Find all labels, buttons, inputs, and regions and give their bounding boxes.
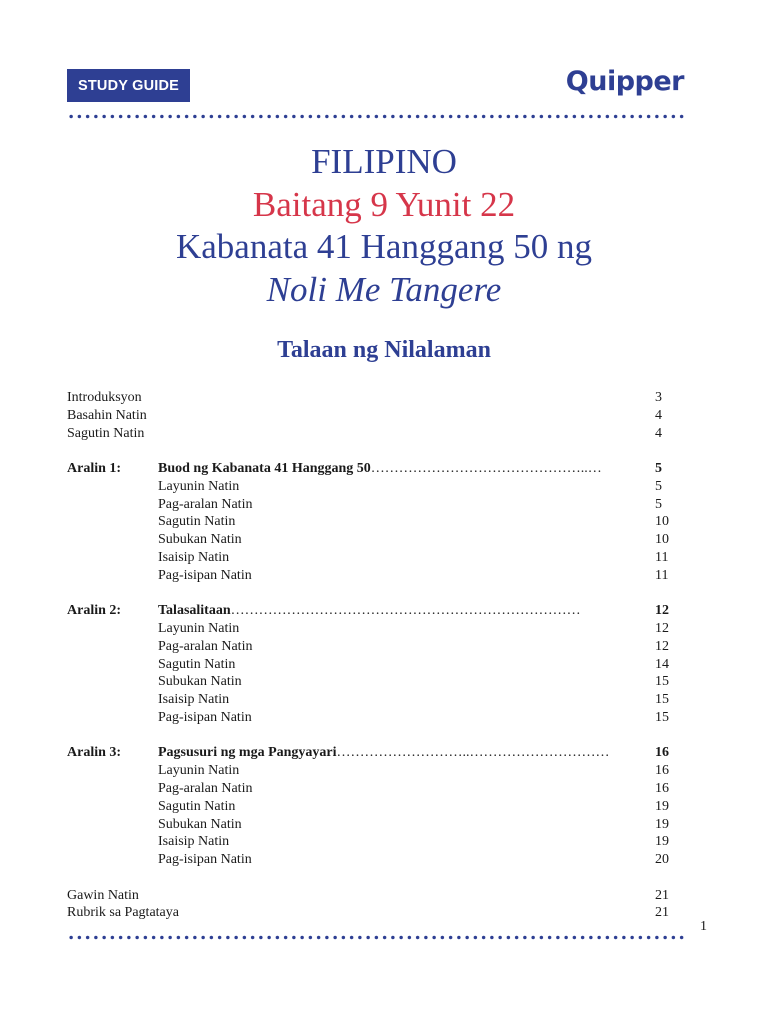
toc-row[interactable] [67,887,707,905]
toc-label: Isaisip Natin [158,549,230,565]
top-dotted-divider [67,114,685,119]
toc-label: Layunin Natin [158,478,240,494]
toc-page: 12 [655,620,669,636]
toc-page: 15 [655,692,669,708]
toc-row[interactable] [67,904,707,922]
toc-row[interactable] [67,762,707,780]
toc-row[interactable] [67,851,707,869]
toc-label: Pag-isipan Natin [158,709,252,725]
toc-row[interactable] [67,567,707,585]
toc-label: Sagutin Natin [158,656,236,672]
toc-page: 19 [655,798,669,814]
toc-row[interactable] [67,407,707,425]
toc-row[interactable] [67,513,707,531]
study-guide-badge: STUDY GUIDE [67,69,190,102]
toc-page: 16 [655,745,669,761]
toc-label: Sagutin Natin [158,514,236,530]
lesson-label: Aralin 1: [67,460,122,476]
page-number: 1 [700,919,707,934]
toc-page: 11 [655,567,669,583]
toc-page: 5 [655,460,662,476]
toc-page: 4 [655,425,662,441]
toc-row[interactable] [67,389,707,407]
toc-label: Subukan Natin [158,532,242,548]
grade-unit-title: Baitang 9 Yunit 22 [252,185,516,224]
toc-page: 21 [655,887,669,903]
lesson-2-heading[interactable] [67,602,707,620]
toc-row[interactable] [67,656,707,674]
toc-heading: Talaan ng Nilalaman [277,337,491,363]
toc-row[interactable] [67,816,707,834]
toc-page: 21 [655,905,669,921]
toc-label: Pag-isipan Natin [158,852,252,868]
toc-page: 20 [655,852,669,868]
toc-label: Isaisip Natin [158,834,230,850]
toc-label: Basahin Natin [67,407,147,423]
toc-label: Pag-aralan Natin [158,638,253,654]
toc-page: 3 [655,390,662,405]
toc-row[interactable] [67,691,707,709]
toc-row[interactable] [67,549,707,567]
lesson-1-heading[interactable] [67,460,707,478]
toc-row[interactable] [67,478,707,496]
toc-page: 10 [655,514,669,530]
table-of-contents [67,389,707,922]
lesson-3-heading[interactable] [67,744,707,762]
toc-label: Subukan Natin [158,674,242,690]
toc-row[interactable] [67,798,707,816]
toc-page: 19 [655,834,669,850]
bottom-dotted-divider [67,935,685,940]
toc-label: Rubrik sa Pagtataya [67,905,179,921]
toc-label: Pag-isipan Natin [158,567,252,583]
quipper-logo: Quipper [565,66,684,97]
toc-page: 11 [655,549,669,565]
toc-page: 15 [655,709,669,725]
toc-page: 14 [655,656,669,672]
toc-page: 15 [655,674,669,690]
toc-page: 19 [655,816,669,832]
toc-row[interactable] [67,673,707,691]
toc-page: 5 [655,478,662,494]
toc-row[interactable] [67,620,707,638]
toc-page: 4 [655,407,662,423]
toc-row[interactable] [67,709,707,727]
toc-row[interactable] [67,496,707,514]
toc-page: 16 [655,780,669,796]
toc-label: Sagutin Natin [67,425,145,441]
toc-page: 12 [655,638,669,654]
subject-title: FILIPINO [311,142,457,181]
toc-label: Pag-aralan Natin [158,780,253,796]
toc-label: Introduksyon [67,390,142,405]
toc-page: 10 [655,532,669,548]
toc-row[interactable] [67,531,707,549]
toc-label: Isaisip Natin [158,692,230,708]
toc-label: Layunin Natin [158,620,240,636]
lesson-title: Pagsusuri ng mga Pangyayari………………………..………………………… [158,745,610,761]
toc-row[interactable] [67,780,707,798]
lesson-label: Aralin 2: [67,603,122,619]
toc-page: 5 [655,496,662,512]
chapters-title: Kabanata 41 Hanggang 50 ng [176,227,592,266]
toc-label: Sagutin Natin [158,798,236,814]
lesson-label: Aralin 3: [67,745,122,761]
toc-label: Pag-aralan Natin [158,496,253,512]
toc-label: Gawin Natin [67,887,139,903]
lesson-title: Buod ng Kabanata 41 Hanggang 50………………………………………..… [158,460,602,476]
lesson-title: Talasalitaan………………………………………………………………… [158,603,581,619]
toc-row[interactable] [67,638,707,656]
toc-row[interactable] [67,425,707,443]
toc-page: 16 [655,763,669,779]
toc-row[interactable] [67,833,707,851]
toc-label: Subukan Natin [158,816,242,832]
toc-page: 12 [655,603,669,619]
book-title: Noli Me Tangere [266,270,502,309]
toc-label: Layunin Natin [158,763,240,779]
